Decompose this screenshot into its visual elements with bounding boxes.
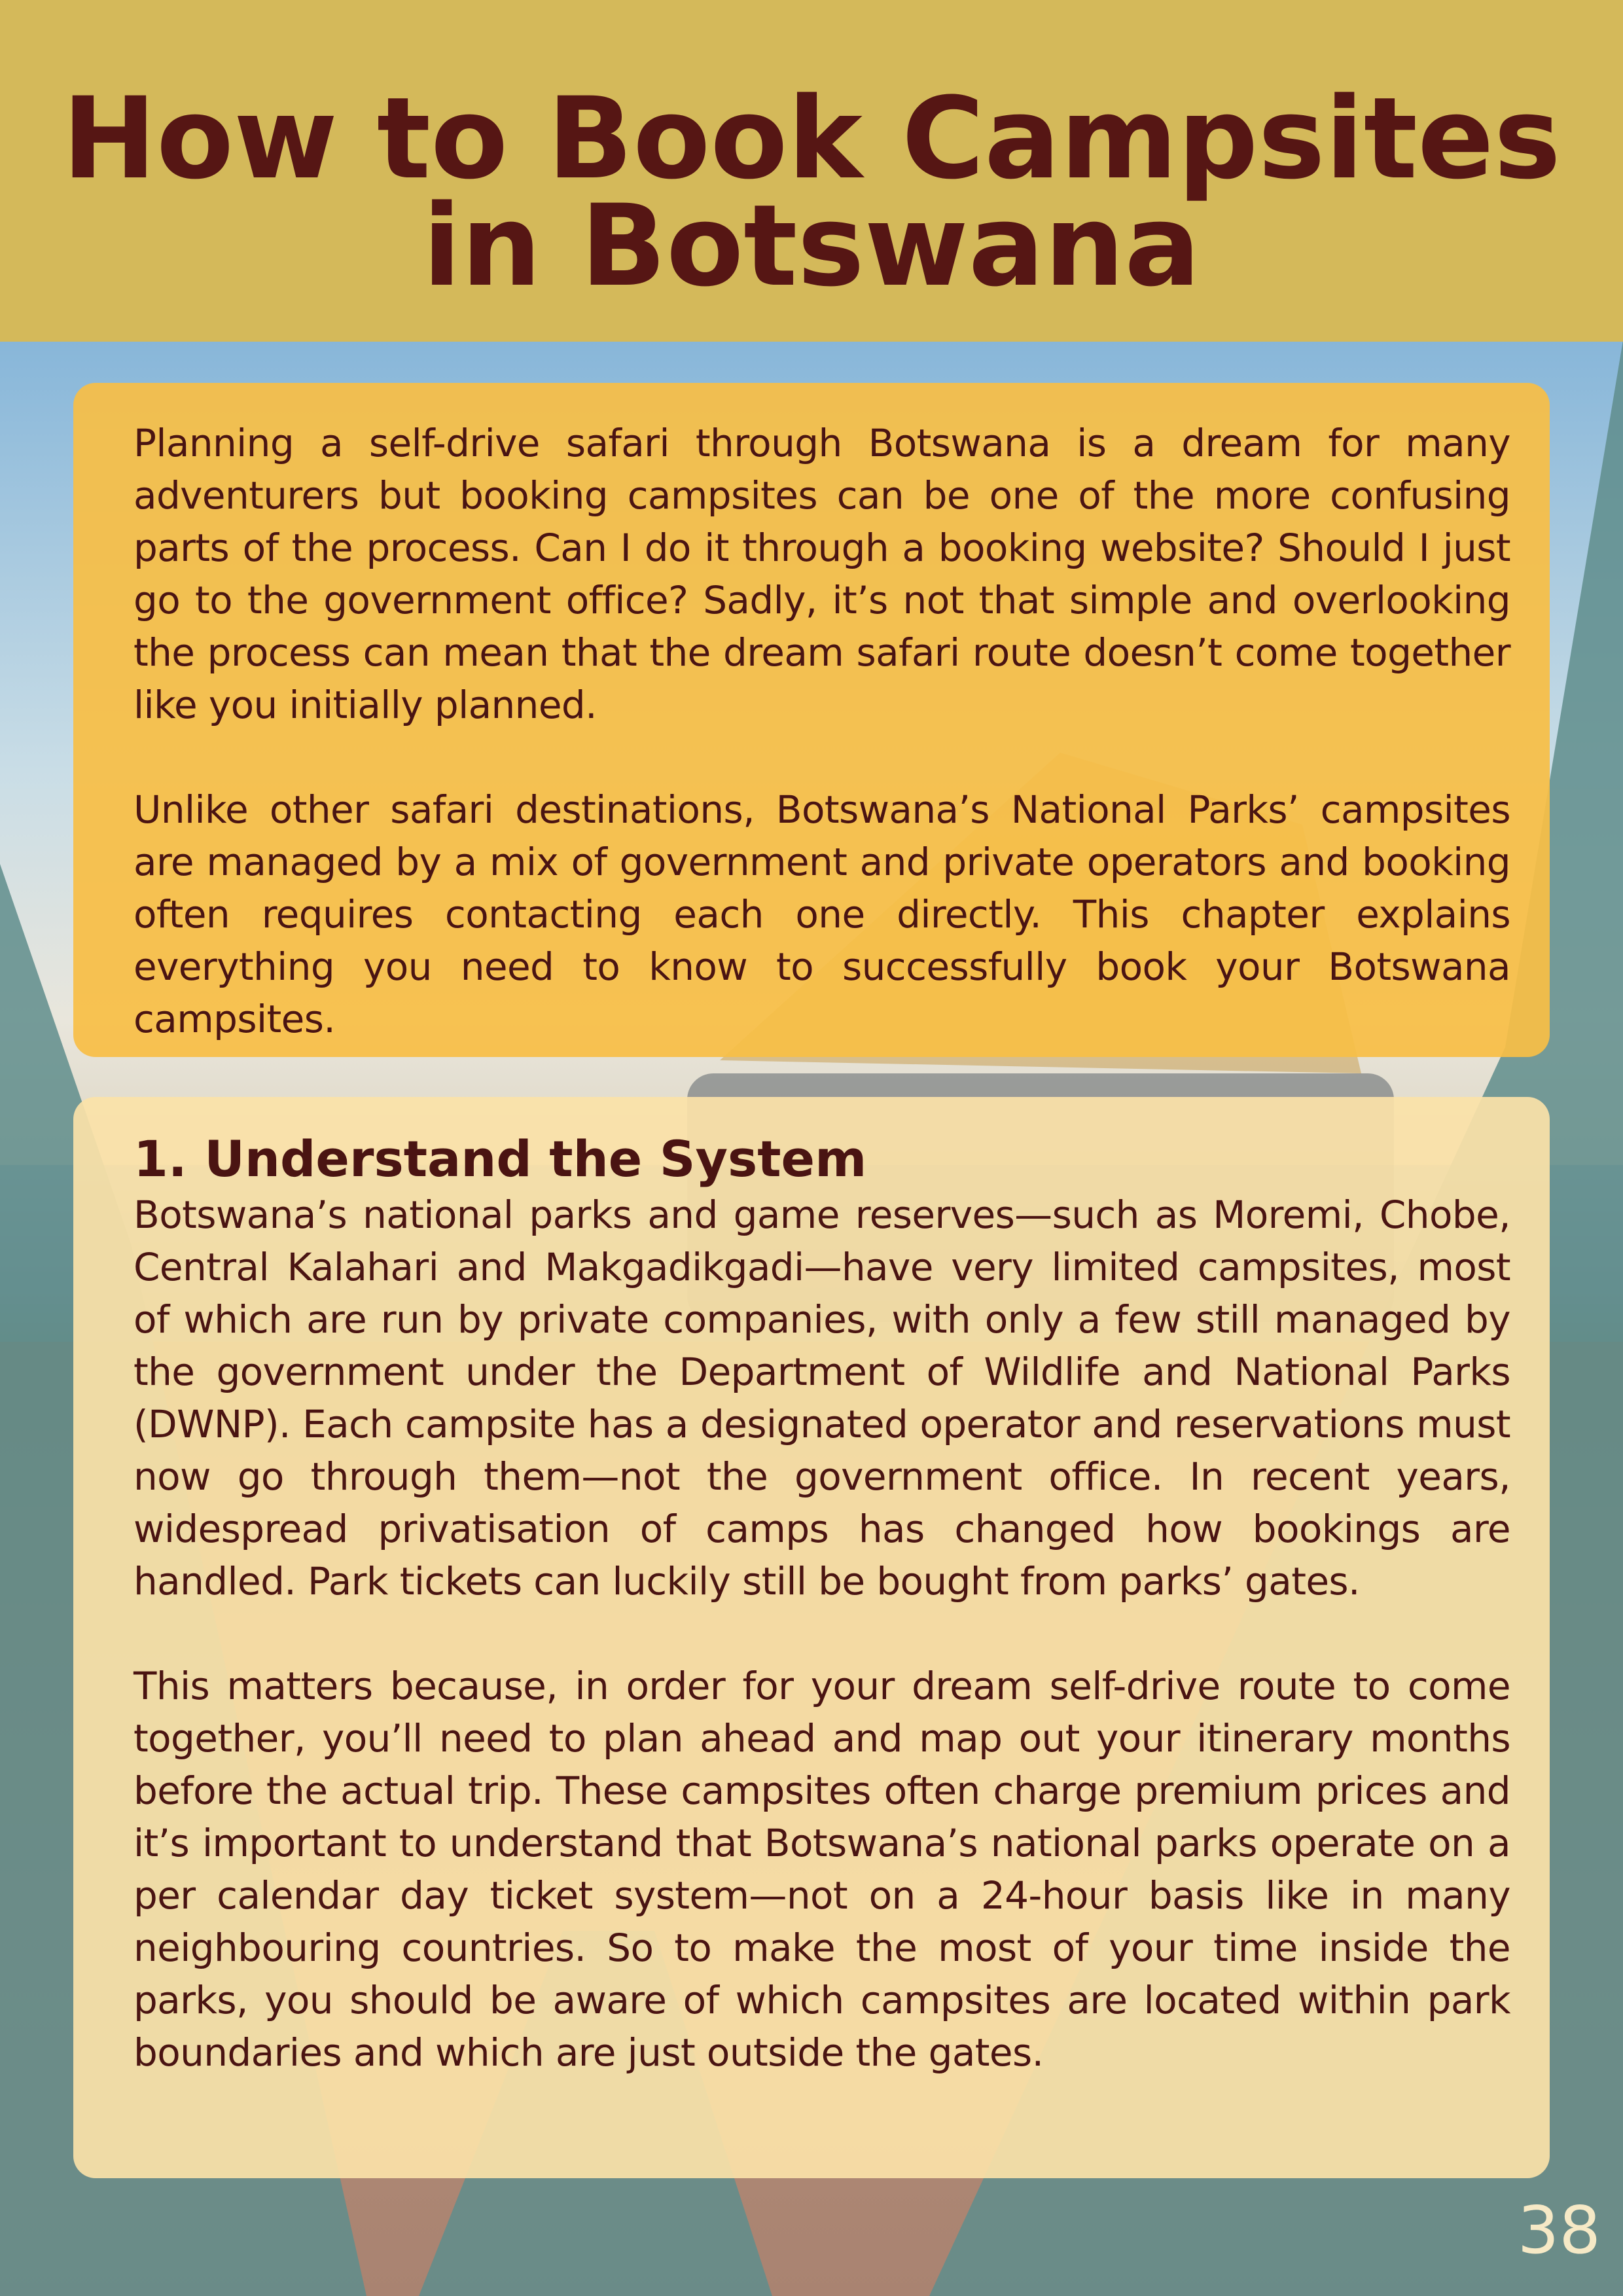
page-title: [0, 73, 1623, 312]
intro-paragraph-2: Unlike other safari destinations, Botswana’s National Parks’ campsites are managed by a mix of government and private operators and booking often requires contacting each one directly. This chapter explains everything you need to know to successfully book your Botswana campsites.: [134, 787, 1510, 1041]
title-line-2: in Botswana: [422, 180, 1201, 312]
section-box: [73, 1097, 1550, 2178]
title-line-1: How to Book Campsites: [62, 73, 1561, 204]
section-paragraph-2: This matters because, in order for your dream self-drive route to come together, you’ll need to plan ahead and map out your itinerary months before the actual trip. These campsites often charge premium prices and it’s important to understand that Botswana’s national parks operate on a per calendar day ticket system—not on a 24-hour basis like in many neighbouring countries. So to make the most of your time inside the parks, you should be aware of which campsites are located within park boundaries and which are just outside the gates.: [134, 1664, 1510, 2075]
intro-box: [73, 383, 1550, 1057]
header-band: [0, 0, 1623, 342]
section-paragraph-1: Botswana’s national parks and game reserves—such as Moremi, Chobe, Central Kalahari and Makgadikgadi—have very limited campsites, most of which are run by private companies, with only a few still managed by the government under the Department of Wildlife and National Parks (DWNP). Each campsite has a designated operator and reservations must now go through them—not the government office. In recent years, widespread privatisation of camps has changed how bookings are handled. Park tickets can luckily still be bought from parks’ gates.: [134, 1193, 1510, 1604]
page-number: 38: [1517, 2192, 1601, 2269]
intro-paragraph-1: Planning a self-drive safari through Botswana is a dream for many adventurers but booking campsites can be one of the more confusing parts of the process. Can I do it through a booking website? Should I just go to the government office? Sadly, it’s not that simple and overlooking the process can mean that the dream safari route doesn’t come together like you initially planned.: [134, 421, 1510, 727]
section-heading: 1. Understand the System: [134, 1130, 867, 1188]
